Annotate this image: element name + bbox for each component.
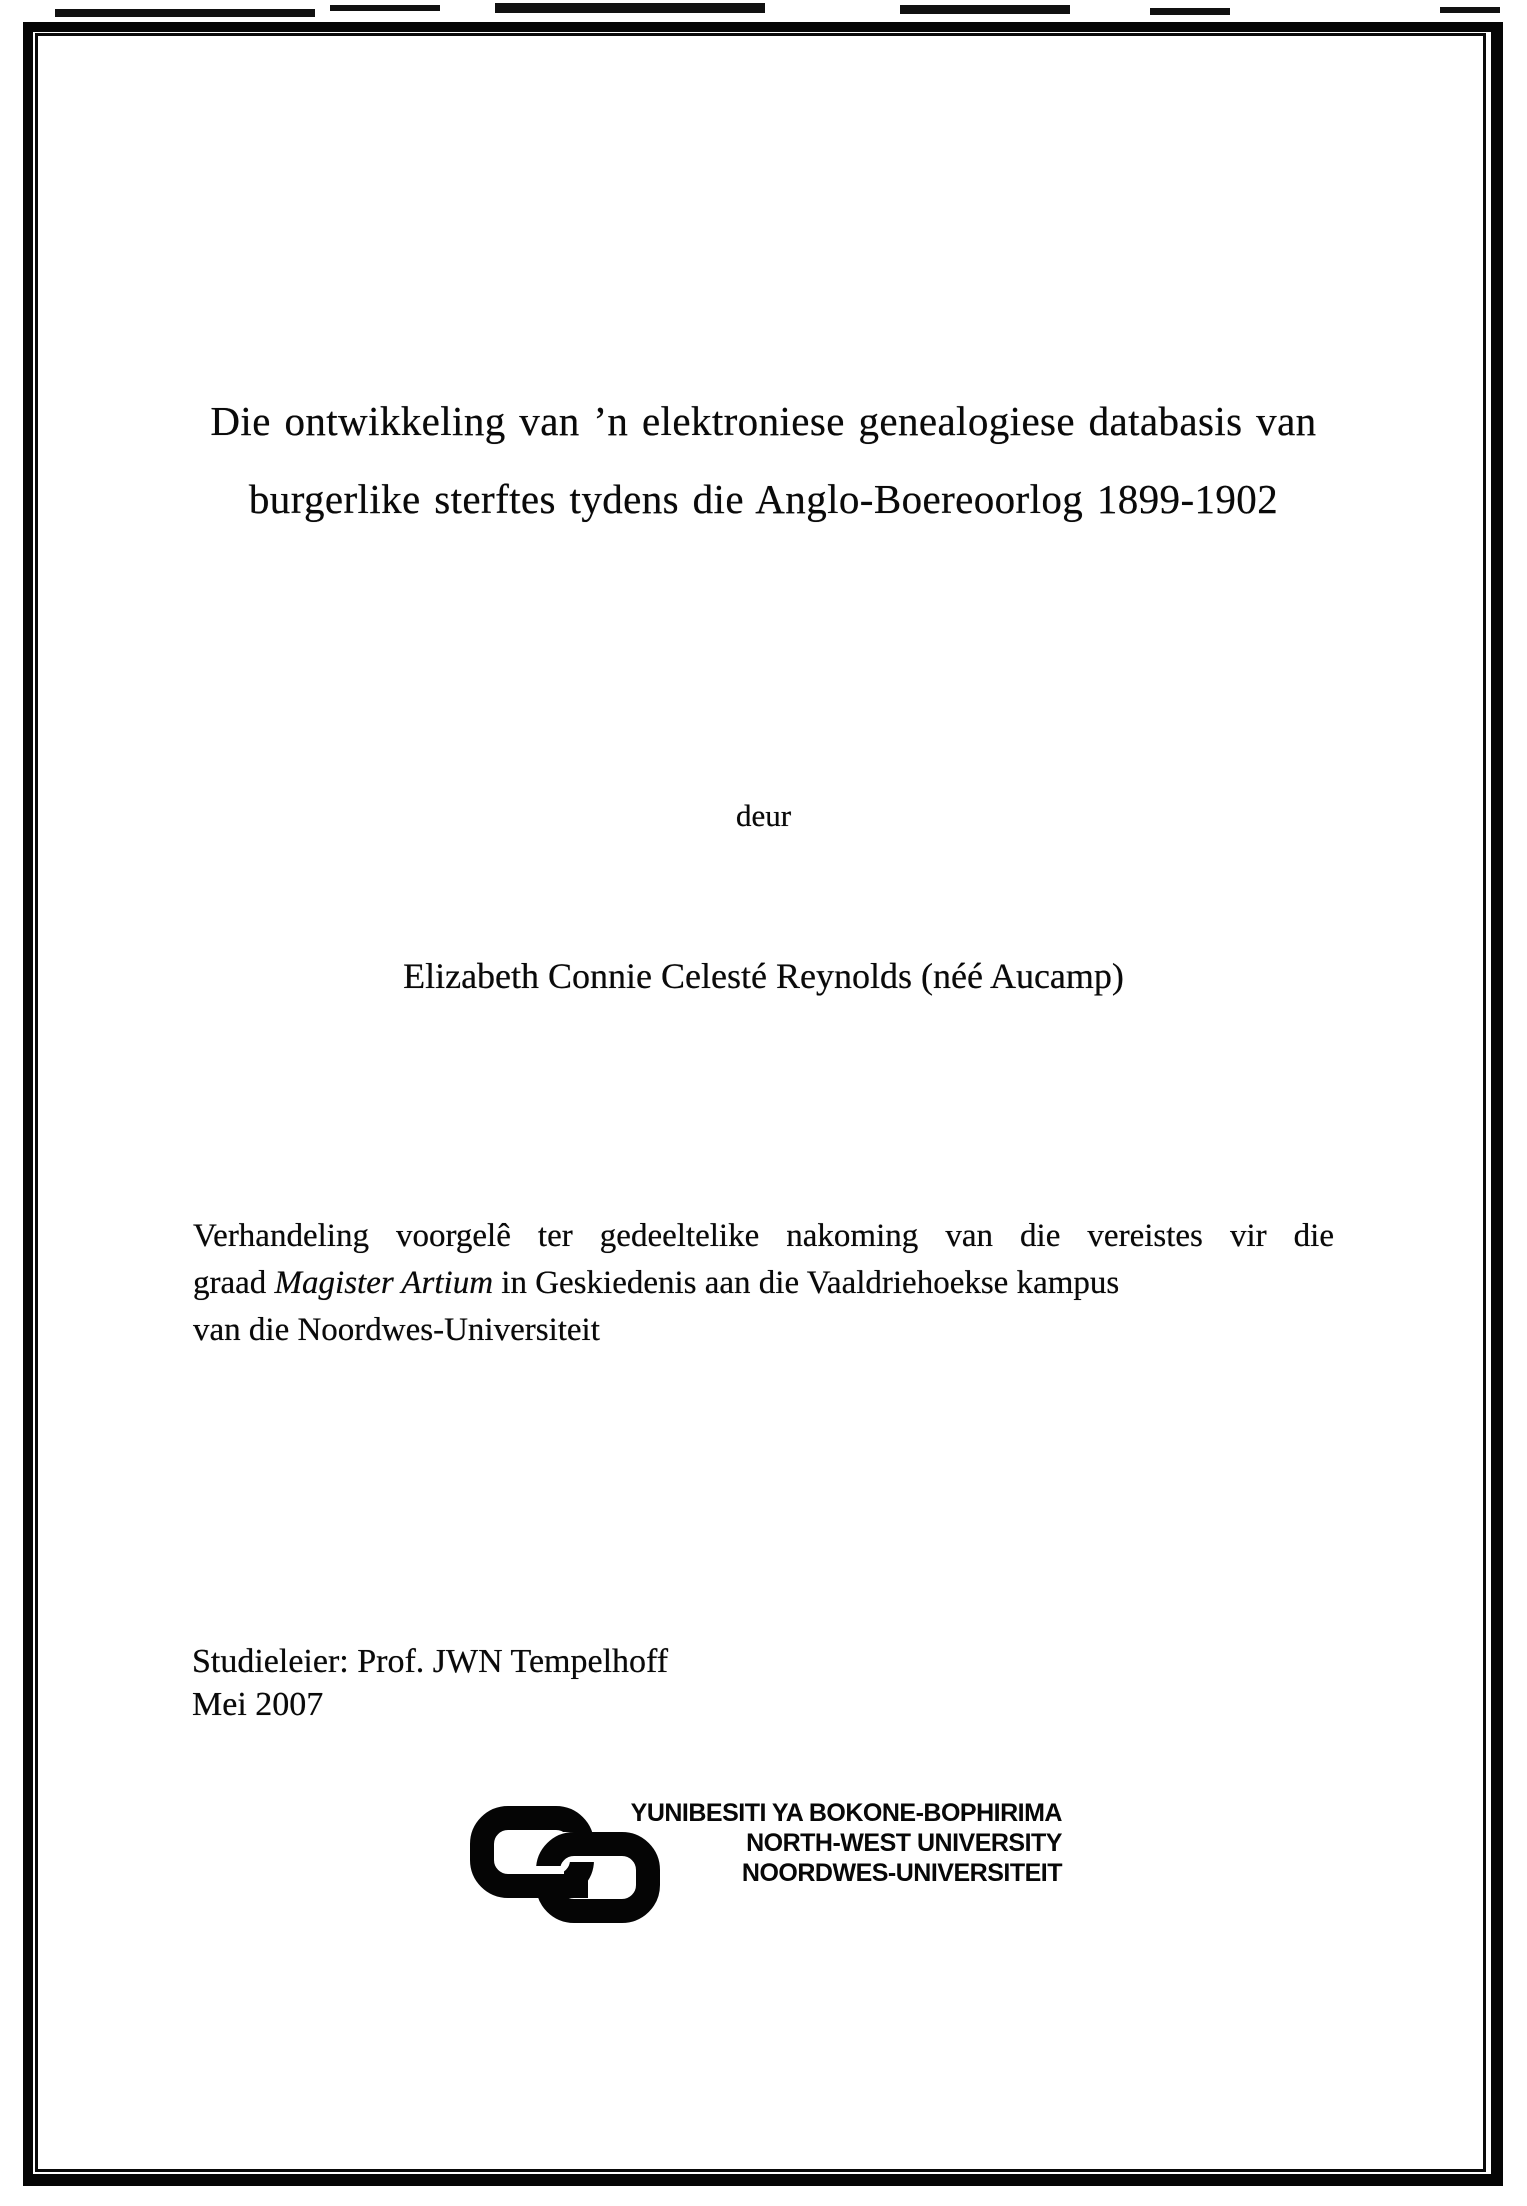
degree-statement-line2-suffix: in Geskiedenis aan die Vaaldriehoekse kampus [493, 1265, 1120, 1301]
scan-noise [330, 5, 440, 11]
thesis-title-line2: burgerlike sterftes tydens die Anglo-Boereoorlog 1899-1902 [248, 476, 1279, 522]
university-wordmark-line2: NORTH-WEST UNIVERSITY [746, 1829, 1062, 1857]
supervisor-line: Studieleier: Prof. JWN Tempelhoff [192, 1643, 669, 1680]
thesis-title [97, 382, 1430, 538]
scan-noise [1440, 7, 1500, 13]
degree-statement-line3: van die Noordwes-Universiteit [193, 1312, 600, 1348]
university-wordmark-line1: YUNIBESITI YA BOKONE-BOPHIRIMA [630, 1799, 1062, 1827]
scan-noise [495, 3, 765, 13]
degree-name-italic: Magister Artium [274, 1265, 494, 1301]
scan-noise [900, 5, 1070, 14]
scan-noise [55, 9, 315, 17]
scan-noise [1150, 8, 1230, 15]
supervisor-block [192, 1640, 1092, 1726]
thesis-title-line1: Die ontwikkeling van ’n elektroniese genealogiese databasis van [210, 398, 1317, 444]
degree-statement-line1: Verhandeling voorgelê ter gedeeltelike nakoming van die vereistes vir die [193, 1218, 1334, 1254]
degree-statement [193, 1213, 1334, 1354]
byline-label: deur [735, 798, 792, 833]
university-wordmark [560, 1798, 1062, 1888]
date-line: Mei 2007 [192, 1686, 324, 1723]
degree-statement-line2-prefix: graad [193, 1265, 275, 1301]
author-name: Elizabeth Connie Celesté Reynolds (néé Aucamp) [403, 956, 1124, 996]
university-wordmark-line3: NOORDWES-UNIVERSITEIT [741, 1859, 1062, 1887]
degree-statement-line2 [193, 1260, 1334, 1307]
